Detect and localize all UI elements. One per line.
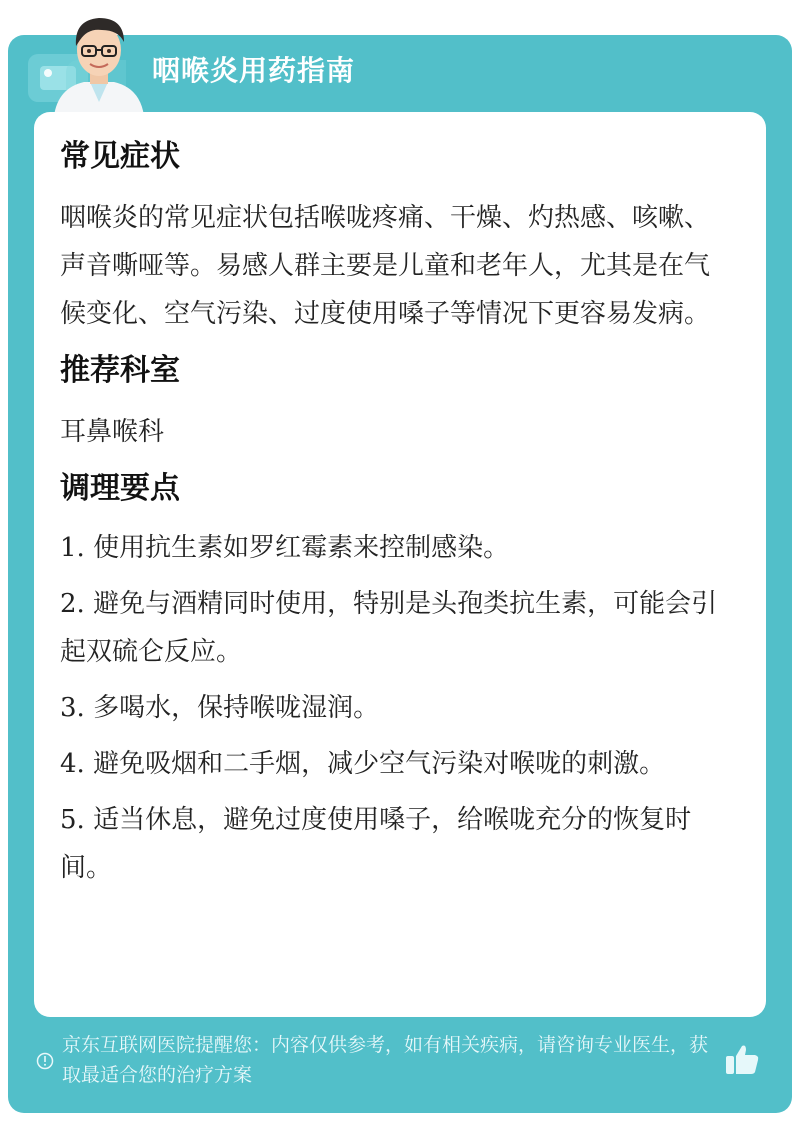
list-item	[60, 796, 730, 892]
doctor-avatar	[44, 6, 154, 116]
symptoms-title: 常见症状	[60, 139, 180, 174]
content-card	[34, 112, 766, 1017]
list-item-text: 适当休息，避免过度使用嗓子，给喉咙充分的恢复时间。	[60, 805, 692, 883]
list-item-number: 4.	[60, 749, 85, 779]
list-item-number: 1.	[60, 533, 85, 563]
list-item-number: 2.	[60, 589, 85, 619]
disclaimer	[36, 1030, 726, 1090]
list-item	[60, 740, 730, 788]
list-item	[60, 684, 730, 732]
list-item	[60, 524, 730, 572]
list-item-number: 5.	[60, 805, 85, 835]
page-title: 咽喉炎用药指南	[152, 54, 356, 87]
list-item	[60, 580, 730, 676]
department-body: 耳鼻喉科	[60, 417, 165, 447]
disclaimer-text: 京东互联网医院提醒您：内容仅供参考，如有相关疾病，请咨询专业医生，获取最适合您的治疗方案	[62, 1034, 709, 1086]
list-item-text: 多喝水，保持喉咙湿润。	[93, 693, 380, 723]
thumbs-up-icon[interactable]	[724, 1042, 760, 1076]
list-item-text: 避免与酒精同时使用，特别是头孢类抗生素，可能会引起双硫仑反应。	[60, 589, 718, 667]
symptoms-body: 咽喉炎的常见症状包括喉咙疼痛、干燥、灼热感、咳嗽、声音嘶哑等。易感人群主要是儿童和老年人，尤其是在气候变化、空气污染、过度使用嗓子等情况下更容易发病。	[60, 203, 711, 329]
department-title: 推荐科室	[60, 353, 180, 388]
list-item-text: 避免吸烟和二手烟，减少空气污染对喉咙的刺激。	[93, 749, 666, 779]
list-item-number: 3.	[60, 693, 85, 723]
info-icon	[36, 1052, 54, 1070]
list-item-text: 使用抗生素如罗红霉素来控制感染。	[93, 533, 510, 563]
care-title: 调理要点	[60, 471, 180, 506]
